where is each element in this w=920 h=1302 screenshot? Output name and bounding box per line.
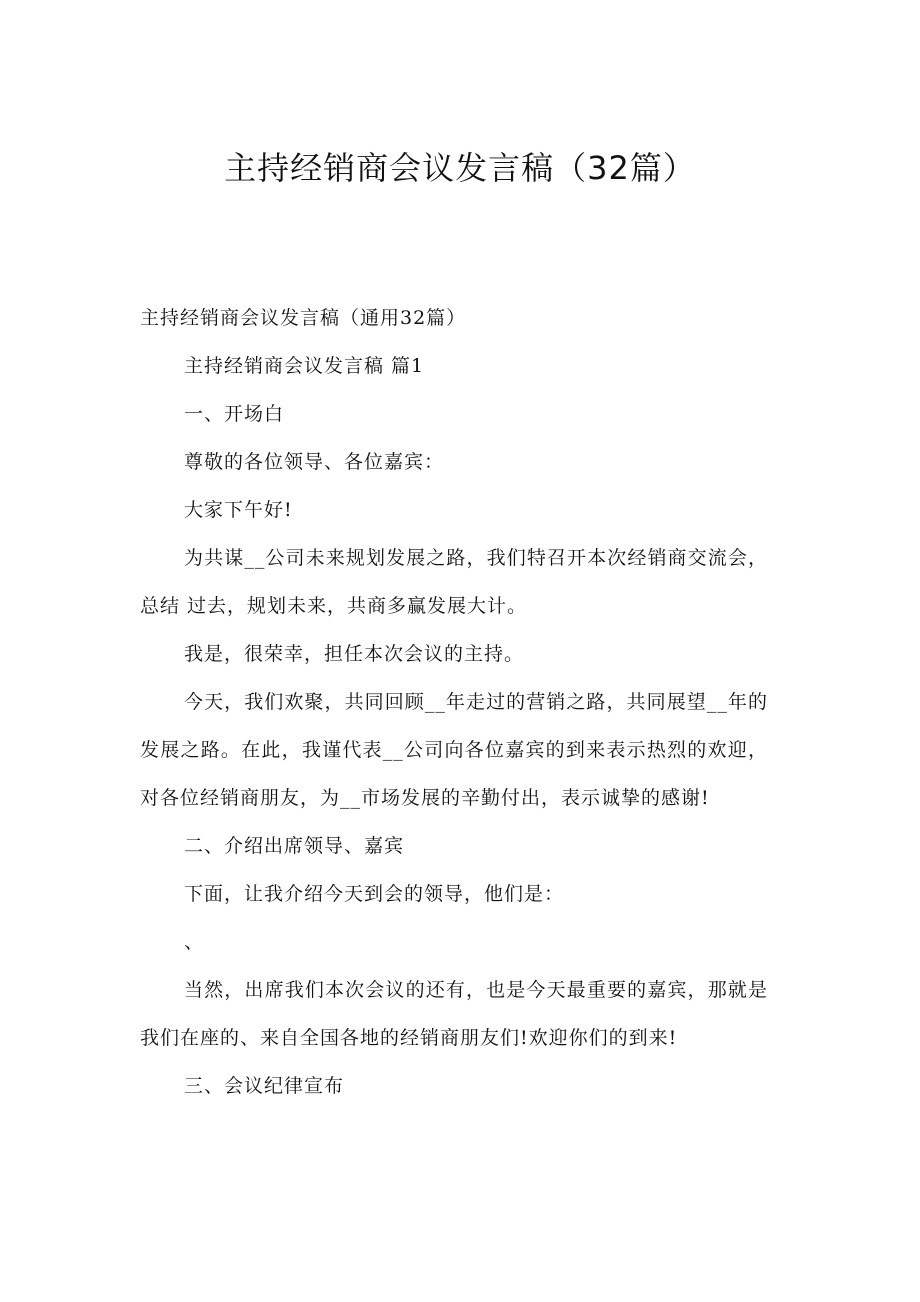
document-title: 主持经销商会议发言稿（32篇） — [224, 149, 696, 187]
paragraph-purpose: 为共谋__公司未来规划发展之路，我们特召开本次经销商交流会，总结 过去，规划未来，共商多赢发展大计。 — [140, 547, 768, 617]
paragraph-host-intro: 我是，很荣幸，担任本次会议的主持。 — [184, 643, 525, 665]
paragraph-section-heading: 主持经销商会议发言稿 篇1 — [184, 355, 425, 377]
paragraph-guest-list: 、 — [184, 931, 205, 953]
paragraph-subtitle: 主持经销商会议发言稿（通用32篇） — [140, 307, 467, 329]
paragraph-greeting: 大家下午好! — [184, 499, 293, 521]
paragraph-heading-guests: 二、介绍出席领导、嘉宾 — [184, 835, 405, 857]
document-body — [140, 294, 768, 1110]
paragraph-dealers-welcome: 当然，出席我们本次会议的还有，也是今天最重要的嘉宾，那就是我们在座的、来自全国各地的经销商朋友们!欢迎你们的到来! — [140, 979, 768, 1049]
paragraph-welcome: 今天，我们欢聚，共同回顾__年走过的营销之路，共同展望__年的发展之路。在此，我谨代表__公司向各位嘉宾的到来表示热烈的欢迎，对各位经销商朋友，为__市场发展的辛勤付出，表示诚挚的感谢! — [140, 691, 768, 809]
paragraph-salutation: 尊敬的各位领导、各位嘉宾： — [184, 451, 445, 473]
paragraph-guest-intro: 下面，让我介绍今天到会的领导，他们是： — [184, 883, 565, 905]
paragraph-heading-discipline: 三、会议纪律宣布 — [184, 1075, 345, 1097]
paragraph-heading-opening: 一、开场白 — [184, 403, 285, 425]
